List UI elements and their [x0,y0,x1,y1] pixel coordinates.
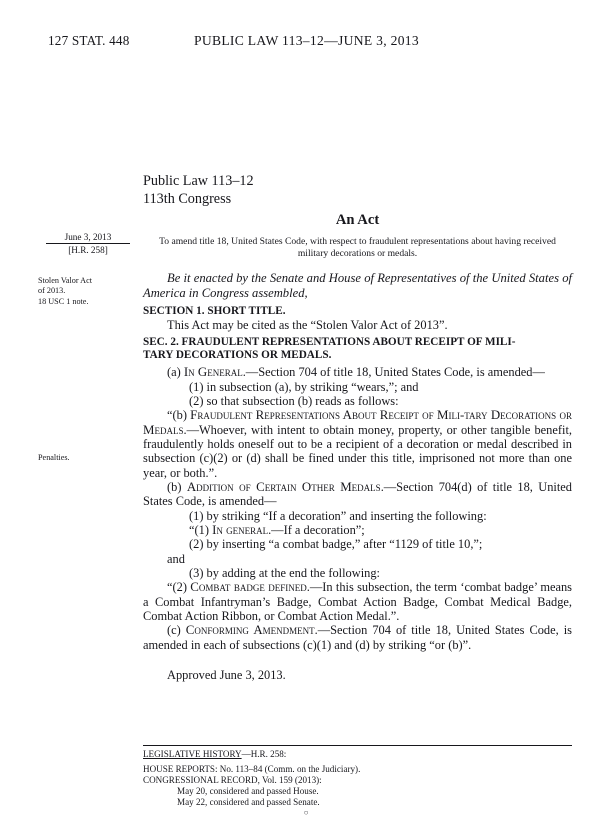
legislative-history [143,745,572,808]
page-end-mark: ○ [303,808,309,817]
subsection-b-caption: Addition of Certain Other Medals [186,479,381,494]
paragraph-b-1-quote-caption: In general [212,522,269,537]
sidenote-divider [46,243,130,244]
subsection-c [143,623,572,652]
subsection-c-label: (c) [167,623,181,638]
sidenote-short-title-line1: Stolen Valor Act [38,275,92,285]
paragraph-a-2: (2) so that subsection (b) reads as follows: [189,393,399,408]
subsection-b-text: .—Section 704(d) of title 18, United States Code, is amended— [143,479,572,509]
subsection-c-text: .—Section 704 of title 18, United States Code, is amended in each of subsections (c)(1) and (d) by striking “or (b)”. [143,623,572,652]
running-head [0,33,613,51]
quoted-subsection-b-caption-line1: Fraudulent Representations About Receipt of Mili- [190,408,465,423]
sidenote-approval-date: June 3, 2013 [64,232,112,242]
legislative-history-title-underlined: LEGISLATIVE HISTORY [143,749,242,759]
quoted-subsection-b [143,408,572,480]
document-body [143,305,572,682]
margin-sidenotes [38,232,138,307]
section-1-heading: SECTION 1. SHORT TITLE. [143,305,286,317]
paragraph-b-1: (1) by striking “If a decoration” and inserting the following: [189,508,487,523]
subsection-a-label: (a) [167,365,181,380]
section-2-heading-line1: SEC. 2. FRAUDULENT REPRESENTATIONS ABOUT RECEIPT OF MILI- [143,335,516,348]
quoted-paragraph-2-caption: Combat badge defined [190,580,307,595]
paragraph-b-1-quote [143,523,572,537]
approved-line: Approved June 3, 2013. [167,668,286,683]
legislative-history-divider [143,745,572,746]
long-title: To amend title 18, United States Code, with respect to fraudulent representations about having received military decorations or medals. [159,236,556,259]
paragraph-b-1-quote-text: .—If a decoration”; [268,522,365,537]
subsection-c-caption: Conforming Amendment [185,623,315,638]
congressional-record-entry-2: May 22, considered and passed Senate. [177,796,320,807]
sidenote-penalties: Penalties. [38,453,70,462]
quoted-paragraph-2-label: “(2) [167,580,187,595]
subsection-a-caption: In General [183,365,243,380]
legislative-history-title [143,749,572,760]
subsection-b-label: (b) [167,479,182,494]
public-law-heading [143,173,254,208]
sidenote-usc-note: 18 USC 1 note. [38,296,89,306]
sidenote-short-title [38,276,138,307]
congress-number: 113th Congress [143,190,232,207]
section-1-text: This Act may be cited as the “Stolen Valor Act of 2013”. [167,318,448,333]
paragraph-a-1: (1) in subsection (a), by striking “wears,”; and [189,379,419,394]
enacting-clause: Be it enacted by the Senate and House of Representatives of the United States of America in Congress assembled, [143,271,572,300]
congressional-record-entry-1: May 20, considered and passed House. [177,785,319,796]
quoted-subsection-b-text: .—Whoever, with intent to obtain money, property, or other tangible benefit, fraudulently holds oneself out to be a recipient of a decoration or medal described in subsection (c)(2) or (d) shall be fined under this title, imprisoned not more than one year, or both.”. [143,422,572,480]
subsection-a-text: .—Section 704 of title 18, United States Code, is amended— [242,365,545,380]
paragraph-b-3: (3) by adding at the end the following: [189,565,380,580]
sidenote-bill-number: [H.R. 258] [68,245,108,256]
quoted-subsection-b-caption-line2: tary Decorations or Medals [143,408,572,437]
quoted-paragraph-2-text: .—In this subsection, the term ‘combat badge’ means a Combat Infantryman’s Badge, Combat Action Badge, Combat Medical Badge, Combat Action Ribbon, or Combat Action Medal.”. [143,580,572,623]
subsection-b [143,480,572,509]
quoted-paragraph-2 [143,580,572,623]
section-2-heading-line2: TARY DECORATIONS OR MEDALS. [143,348,332,361]
quoted-subsection-b-label: “(b) [167,408,187,423]
congressional-record-line: CONGRESSIONAL RECORD, Vol. 159 (2013): [143,774,322,785]
house-reports-line: HOUSE REPORTS: No. 113–84 (Comm. on the Judiciary). [143,763,361,774]
paragraph-b-1-quote-label: “(1) [189,522,209,537]
paragraph-b-2-continuation: and [167,551,185,566]
public-law-number: Public Law 113–12 [143,173,254,189]
paragraph-b-2: (2) by inserting “a combat badge,” after “1129 of title 10,”; [189,537,483,552]
statute-citation: 127 STAT. 448 [48,33,130,48]
an-act-label: An Act [335,212,380,228]
sidenote-short-title-line2: of 2013. [38,286,66,296]
public-law-running-title: PUBLIC LAW 113–12—JUNE 3, 2013 [193,33,420,48]
legislative-history-bill: —H.R. 258: [241,749,287,759]
subsection-a [143,362,572,379]
